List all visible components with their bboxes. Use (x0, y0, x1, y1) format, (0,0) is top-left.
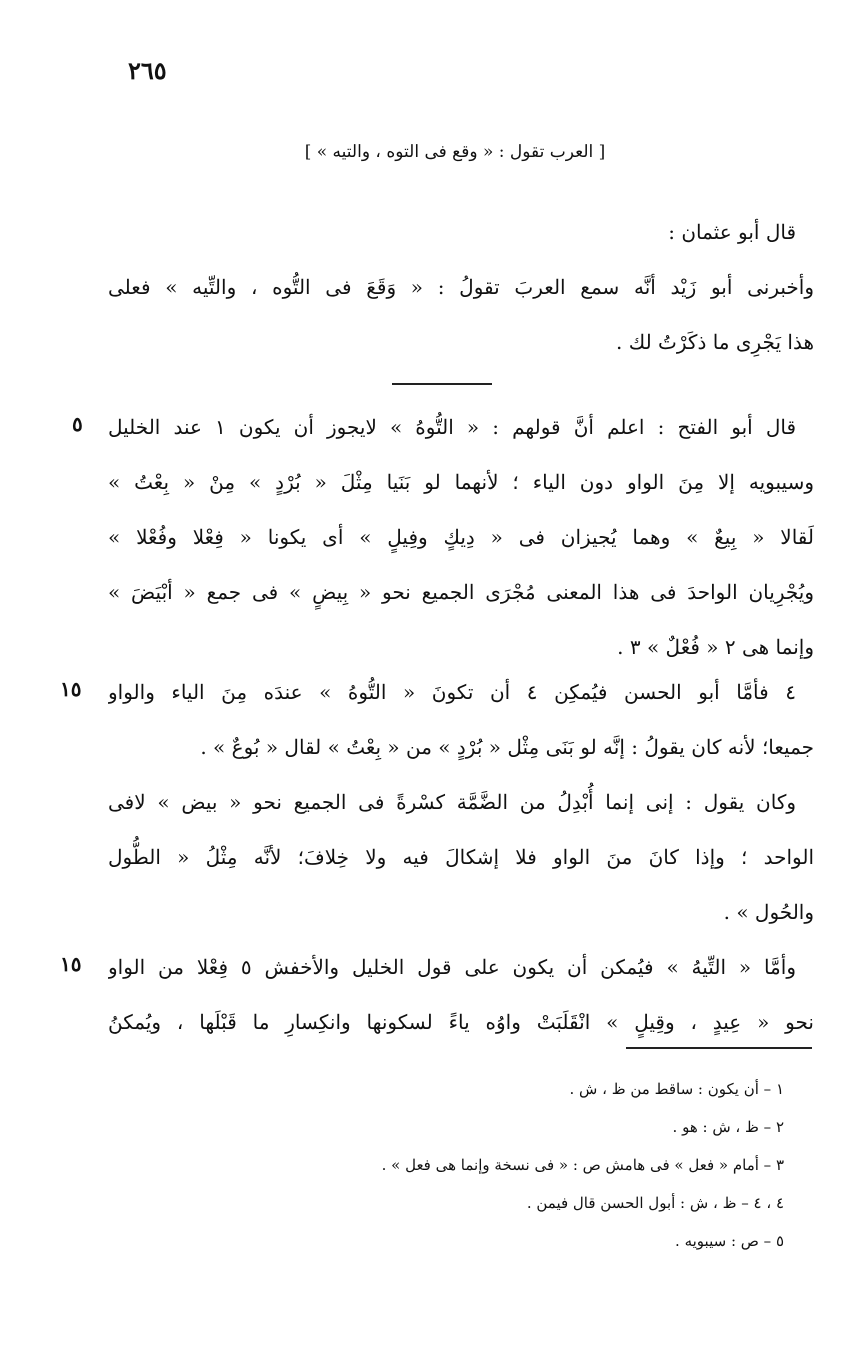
commentary-line: ويُجْرِيان الواحدَ فى هذا المعنى مُجْرَى الجميع نحو « بِيضٍ » فى جمع « أبْيَضَ » (108, 580, 814, 604)
intro-line: وأخبرنى أبو زَيْد أنَّه سمع العربَ تقولُ : « وَقَعَ فى التُّوه ، والتِّيه » فعلى (108, 275, 814, 299)
intro-line: هذا يَجْرِى ما ذكَرْتُ لك . (616, 330, 814, 354)
footnotes (300, 1070, 784, 1260)
commentary-paragraph (108, 400, 814, 675)
commentary-paragraph (108, 775, 814, 940)
commentary-line: نحو « عِيدٍ ، وقِيلٍ » انْقَلَبَتْ واوُه ياءً لسكونها وانكِسارِ ما قَبْلَها ، ويُمكنُ (108, 1010, 814, 1034)
footnote: ٥ – ص : سيبويه . (675, 1232, 784, 1250)
margin-line-number: ١٥ (60, 677, 82, 701)
page-number: ٢٦٥ (128, 56, 167, 85)
footnote-divider (626, 1047, 812, 1049)
commentary-line: وأمَّا « التِّيهُ » فيُمكن أن يكون على قول الخليل والأخفش ٥ فِعْلا من الواو (108, 955, 796, 979)
commentary-paragraph (108, 940, 814, 1050)
commentary-line: جميعا؛ لأنه كان يقولُ : إنَّه لو بَنَى مِثْل « بُرْدٍ » من « بِعْتُ » لقال « بُوعٌ » . (200, 735, 814, 759)
commentary-line: ٤ فأمَّا أبو الحسن فيُمكِن ٤ أن تكونَ « التُّوهُ » عندَه مِنَ الياء والواو (108, 680, 797, 704)
footnote: ١ – أن يكون : ساقط من ظ ، ش . (569, 1080, 784, 1098)
margin-line-number: ٥ (72, 412, 83, 436)
speaker-line: قال أبو عثمان : (668, 220, 796, 244)
commentary-line: قال أبو الفتح : اعلم أنَّ قولهم : « التُّوهُ » لايجوز أن يكون ١ عند الخليل (108, 415, 797, 439)
commentary-line: الواحد ؛ وإذا كانَ منَ الواو فلا إشكالَ فيه ولا خِلافَ؛ لأنَّه مِثْلُ « الطُّول (108, 845, 814, 869)
commentary-line: لَقالا « بِيعٌ » وهما يُجيزان فى « دِيكٍ وفِيلٍ » أى يكونا « فِعْلا وفُعْلا » (108, 525, 814, 549)
intro-block (108, 205, 814, 370)
section-heading: [ العرب تقول : « وقع فى التوه ، والتيه » ] (304, 142, 606, 162)
footnote: ٤ ، ٤ – ظ ، ش : أبول الحسن قال فيمن . (526, 1194, 784, 1212)
commentary-paragraph (108, 665, 814, 775)
commentary-line: وسيبويه إلا مِنَ الواو دون الياء ؛ لأنهما لو بَنَيا مِثْلَ « بُرْدٍ » مِنْ « بِعْتُ » (108, 470, 814, 494)
commentary-line: وإنما هى ٢ « فُعْلٌ » ٣ . (617, 635, 814, 659)
footnote: ٢ – ظ ، ش : هو . (672, 1118, 784, 1136)
commentary-line: والحُول » . (723, 900, 814, 924)
commentary-line: وكان يقول : إنى إنما أُبْدِلُ من الضَّمَّة كسْرةً فى الجميع نحو « بيض » لافى (108, 790, 796, 814)
margin-line-number: ١٥ (60, 952, 82, 976)
footnote: ٣ – أمام « فعل » فى هامش ص : « فى نسخة وإنما هى فعل » . (381, 1156, 784, 1174)
section-divider (392, 383, 492, 385)
